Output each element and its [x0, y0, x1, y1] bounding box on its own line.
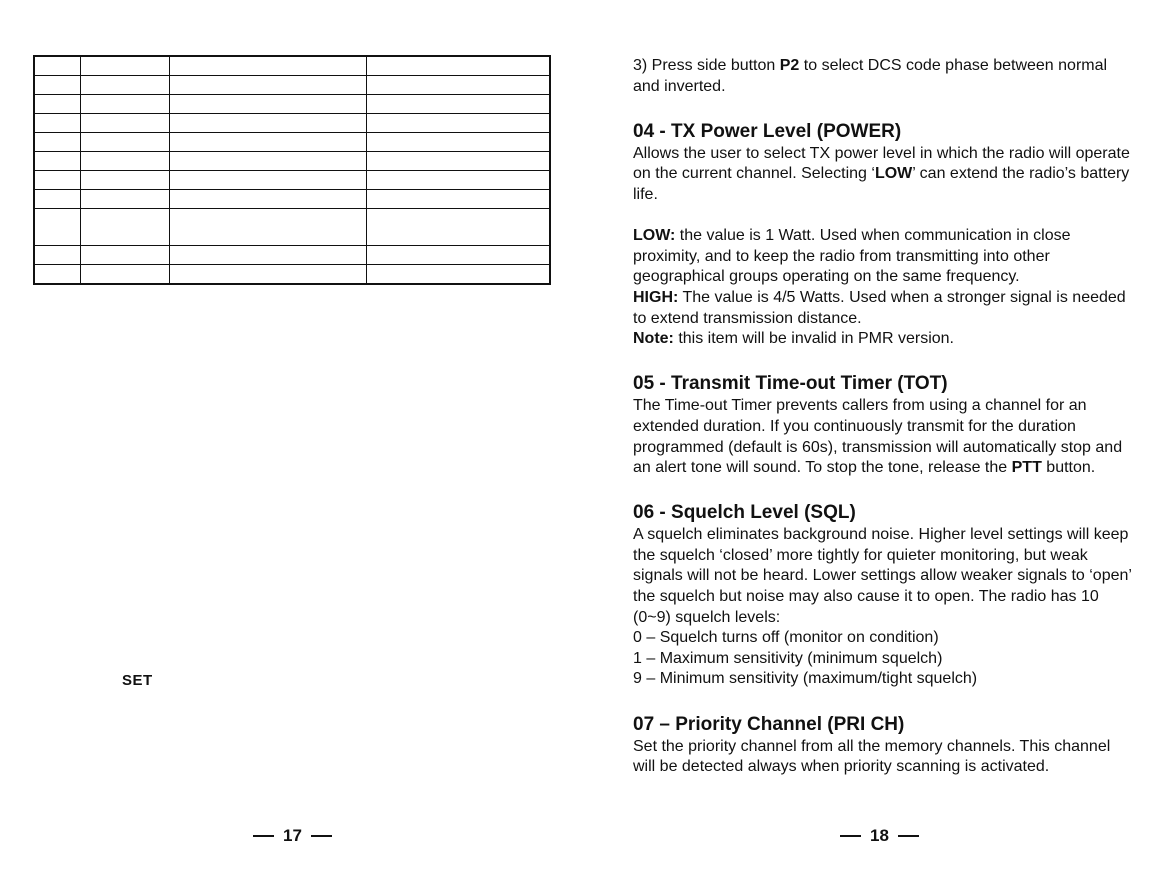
intro-paragraph — [633, 56, 1133, 97]
spacer — [633, 690, 1133, 711]
tot-heading: 05 - Transmit Time-out Timer (TOT) — [633, 373, 948, 395]
high-label: HIGH: — [633, 288, 679, 306]
set-key-label: SET — [122, 672, 153, 689]
tot-text: The Time-out Timer prevents callers from using a channel for an extended duration. If you continuously transmit for the duration programmed (default is 60s), transmission will automatically stop and an alert tone will sound. To stop the tone, release the — [633, 397, 1123, 477]
spacer — [633, 479, 1133, 500]
page-number-right — [840, 826, 919, 846]
power-desc-text: Allows the user to select TX power level in which the radio will operate on the current channel. Selecting ‘ — [633, 144, 1130, 183]
sql-level-item: 1 – Maximum sensitivity (minimum squelch) — [633, 649, 943, 667]
right-page — [587, 0, 1175, 887]
table-row — [34, 95, 550, 114]
table-row — [34, 265, 550, 285]
table-row — [34, 209, 550, 246]
dash — [253, 835, 274, 837]
left-page — [0, 0, 587, 887]
table-row — [34, 171, 550, 190]
low-keyword: LOW — [874, 165, 913, 183]
page-number-text: 18 — [870, 826, 889, 845]
power-desc-end: ’ can extend the radio’s battery life. — [633, 165, 1130, 203]
p2-button-name: P2 — [779, 57, 800, 74]
table-row — [34, 56, 550, 76]
tot-paragraph — [633, 396, 1133, 478]
pri-paragraph: Set the priority channel from all the memory channels. This channel will be detected always when priority scanning is activated. — [633, 737, 1111, 776]
spacer — [633, 206, 1133, 227]
dash — [898, 835, 919, 837]
note-text: this item will be invalid in PMR version. — [673, 330, 954, 348]
manual-text — [633, 56, 1133, 778]
low-paragraph — [633, 226, 1133, 288]
spacer — [633, 97, 1133, 118]
low-label: LOW: — [633, 227, 676, 245]
intro-text-end: to select DCS code phase between normal and inverted. — [633, 57, 1108, 95]
table-row — [34, 114, 550, 133]
note-label: Note: — [633, 330, 674, 348]
dash — [311, 835, 332, 837]
power-heading: 04 - TX Power Level (POWER) — [633, 120, 902, 142]
sql-level-item: 0 – Squelch turns off (monitor on condition) — [633, 629, 939, 647]
ptt-keyword: PTT — [1011, 459, 1042, 477]
dash — [840, 835, 861, 837]
table-row — [34, 190, 550, 209]
sql-paragraph: A squelch eliminates background noise. Higher level settings will keep the squelch ‘closed’ more tightly for quieter monitoring, but weak signals will not be heard. Lower settings allow weaker signals to ‘open’ the squelch but noise may also cause it to open. The radio has 10 (0~9) squelch levels: — [633, 526, 1132, 626]
page-number-text: 17 — [283, 826, 302, 845]
high-text: The value is 4/5 Watts. Used when a stronger signal is needed to extend transmission distance. — [633, 288, 1126, 327]
tot-text-end: button. — [1041, 459, 1096, 477]
note-paragraph — [633, 329, 1133, 350]
pri-heading: 07 – Priority Channel (PRI CH) — [633, 713, 905, 735]
table-row — [34, 76, 550, 95]
sql-heading: 06 - Squelch Level (SQL) — [633, 502, 856, 524]
sql-level-item: 9 – Minimum sensitivity (maximum/tight squelch) — [633, 670, 978, 688]
power-description — [633, 144, 1133, 206]
low-text: the value is 1 Watt. Used when communication in close proximity, and to keep the radio from transmitting into other geographical groups operating on the same frequency. — [633, 227, 1071, 286]
table-row — [34, 246, 550, 265]
high-paragraph — [633, 288, 1133, 329]
table-row — [34, 152, 550, 171]
blank-table — [33, 55, 551, 285]
spacer — [633, 350, 1133, 371]
page-number-left — [253, 826, 332, 846]
table-row — [34, 133, 550, 152]
intro-text: 3) Press side button — [633, 57, 780, 74]
